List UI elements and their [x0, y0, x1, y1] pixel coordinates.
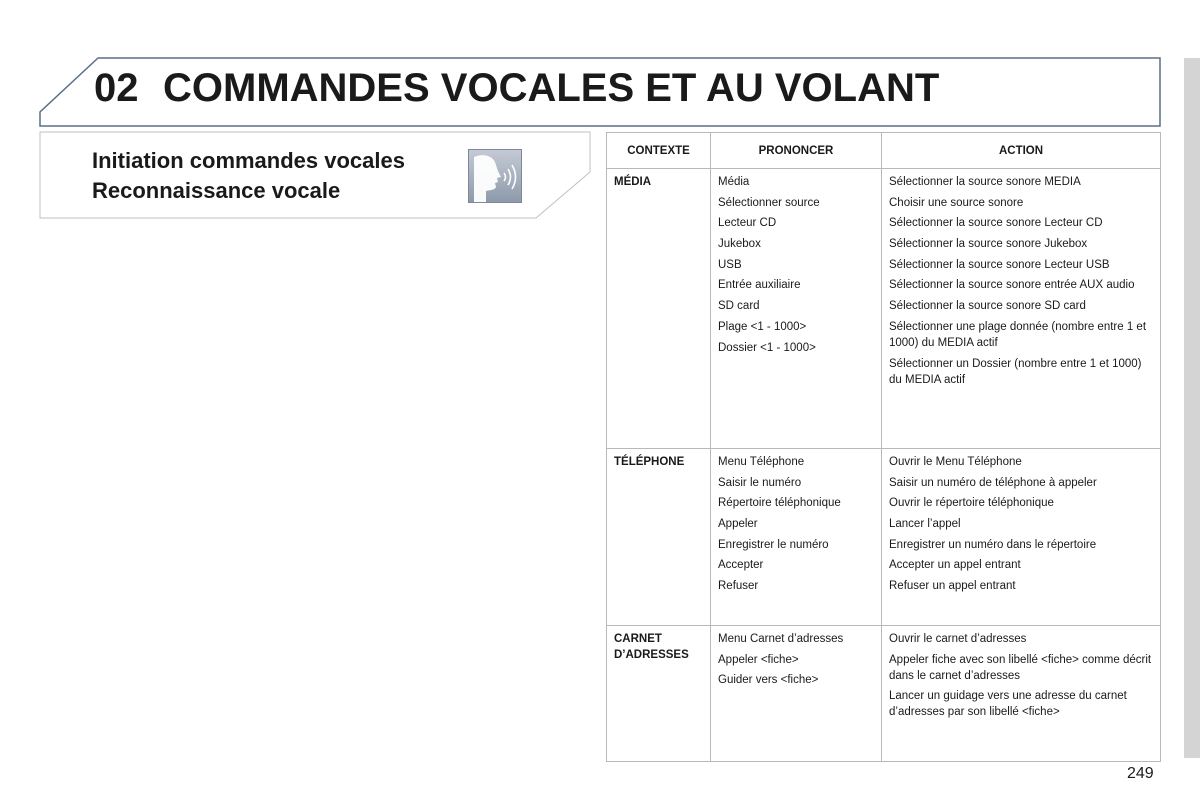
section-title-line1: Initiation commandes vocales: [92, 148, 405, 173]
pronounce-item: Plage <1 - 1000>: [718, 320, 807, 333]
action-item: Sélectionner la source sonore Jukebox: [889, 238, 1088, 251]
action-item: Refuser un appel entrant: [889, 580, 1016, 593]
pronounce-item: Sélectionner source: [718, 196, 820, 209]
action-item: Sélectionner la source sonore Lecteur CD: [889, 217, 1103, 230]
context-cell: [607, 626, 711, 762]
pronounce-item: Entrée auxiliaire: [718, 279, 801, 292]
pronounce-cell: [711, 626, 882, 762]
pronounce-item: Appeler: [718, 518, 758, 531]
action-item: Sélectionner la source sonore Lecteur USB: [889, 258, 1110, 271]
context-cell: [607, 169, 711, 449]
context-label: MÉDIA: [614, 176, 652, 188]
table-header-row: [607, 133, 1161, 169]
pronounce-item: Média: [718, 176, 750, 188]
action-item: Sélectionner la source sonore entrée AUX audio: [889, 279, 1135, 292]
pronounce-cell: [711, 169, 882, 449]
pronounce-cell: [711, 449, 882, 626]
header-action: ACTION: [882, 133, 1161, 169]
voice-commands-table: [606, 132, 1161, 762]
action-item: Sélectionner une plage donnée (nombre entre 1 et 1000) du MEDIA actif: [889, 320, 1147, 349]
pronounce-item: Saisir le numéro: [718, 476, 802, 489]
action-item: Sélectionner la source sonore MEDIA: [889, 176, 1081, 188]
voice-speaking-head-icon: [468, 149, 522, 203]
action-item: Sélectionner un Dossier (nombre entre 1 et 1000) du MEDIA actif: [889, 357, 1142, 386]
action-item: Enregistrer un numéro dans le répertoire: [889, 538, 1097, 551]
pronounce-item: SD card: [718, 300, 760, 313]
pronounce-item: Menu Téléphone: [718, 456, 805, 468]
action-item: Choisir une source sonore: [889, 196, 1024, 209]
action-item: Ouvrir le répertoire téléphonique: [889, 497, 1054, 510]
context-cell: [607, 449, 711, 626]
pronounce-item: Appeler <fiche>: [718, 653, 799, 666]
table-row: [607, 449, 1161, 626]
pronounce-item: Lecteur CD: [718, 217, 777, 230]
action-cell: [882, 169, 1161, 449]
action-cell: [882, 626, 1161, 762]
pronounce-item: Menu Carnet d’adresses: [718, 633, 844, 645]
pronounce-item: Refuser: [718, 580, 759, 593]
action-item: Sélectionner la source sonore SD card: [889, 300, 1086, 313]
section-title-line2: Reconnaissance vocale: [92, 178, 341, 203]
action-cell: [882, 449, 1161, 626]
chapter-title: COMMANDES VOCALES ET AU VOLANT: [163, 66, 940, 110]
action-item: Appeler fiche avec son libellé <fiche> comme décrit dans le carnet d’adresses: [889, 653, 1152, 682]
pronounce-item: Enregistrer le numéro: [718, 538, 829, 551]
action-item: Ouvrir le carnet d’adresses: [889, 633, 1027, 645]
pronounce-item: Dossier <1 - 1000>: [718, 341, 816, 354]
action-item: Lancer un guidage vers une adresse du carnet d’adresses par son libellé <fiche>: [889, 690, 1127, 719]
table-row: [607, 626, 1161, 762]
action-item: Accepter un appel entrant: [889, 559, 1021, 572]
pronounce-item: Guider vers <fiche>: [718, 674, 819, 687]
chapter-number: 02: [94, 66, 139, 110]
action-item: Ouvrir le Menu Téléphone: [889, 456, 1022, 468]
page-number: 249: [1127, 765, 1154, 782]
action-item: Saisir un numéro de téléphone à appeler: [889, 476, 1097, 489]
table-row: [607, 169, 1161, 449]
context-label: CARNET: [614, 633, 662, 645]
context-label: TÉLÉPHONE: [614, 456, 685, 468]
context-label: D’ADRESSES: [614, 649, 689, 661]
pronounce-item: Accepter: [718, 559, 764, 572]
pronounce-item: Répertoire téléphonique: [718, 497, 841, 510]
header-pronounce: PRONONCER: [711, 133, 882, 169]
side-tab-bar: [1184, 58, 1200, 758]
pronounce-item: USB: [718, 258, 742, 271]
section-title: [92, 146, 405, 206]
pronounce-item: Jukebox: [718, 238, 761, 251]
header-context: CONTEXTE: [607, 133, 711, 169]
action-item: Lancer l’appel: [889, 518, 961, 531]
